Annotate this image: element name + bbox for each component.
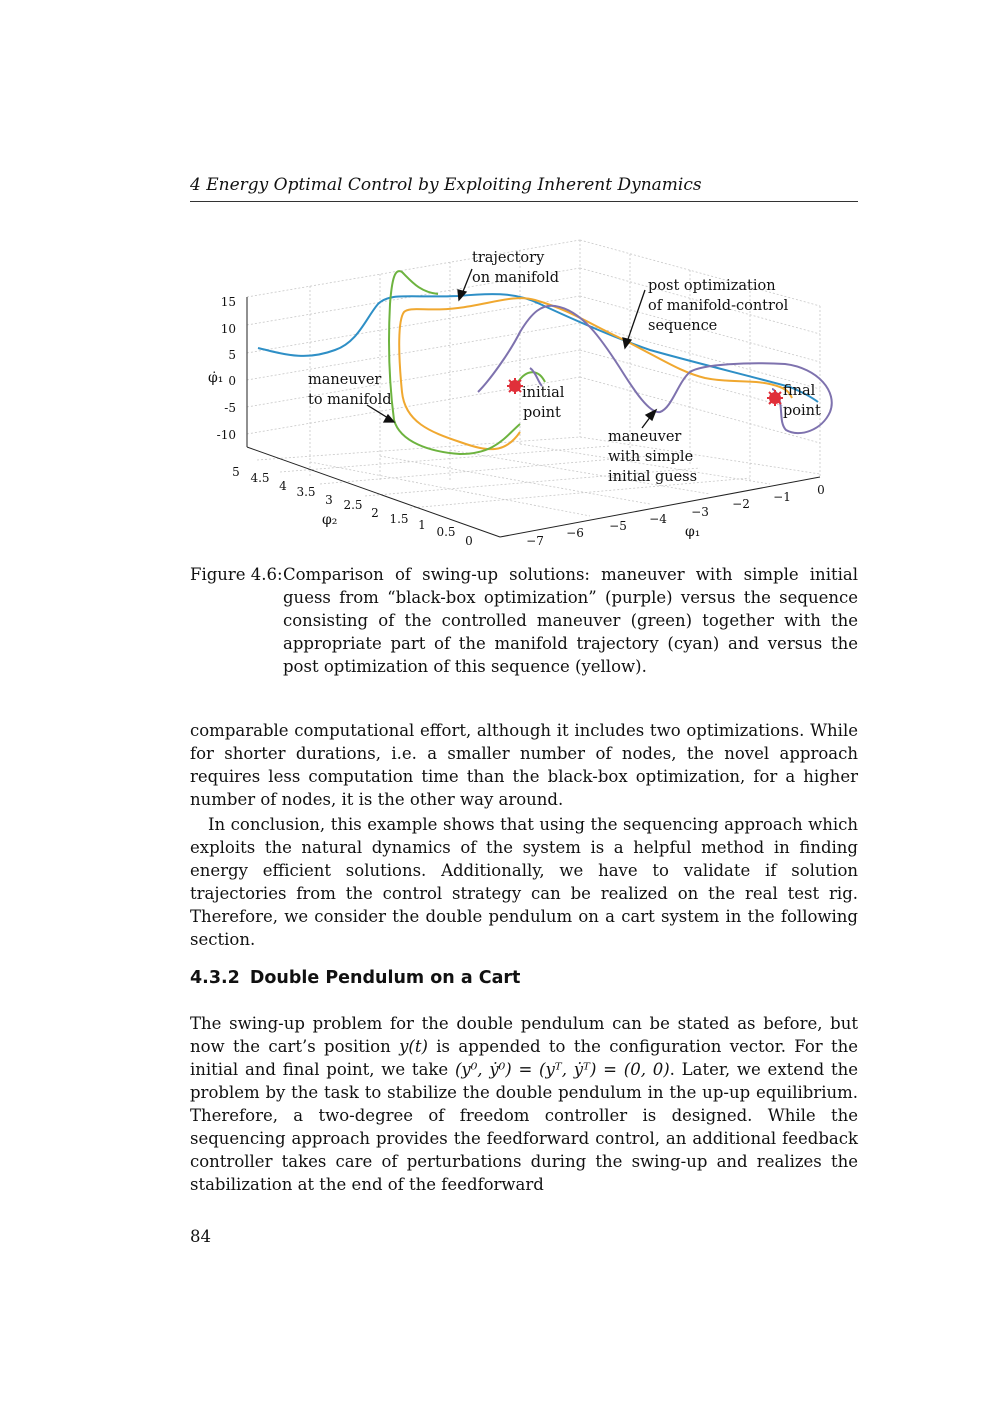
- z-tick: -10: [216, 428, 236, 442]
- x-tick: 0: [465, 534, 473, 548]
- y-tick: −5: [609, 519, 627, 533]
- y-axis-label: φ₁: [685, 524, 701, 540]
- annotation-post-line3: sequence: [648, 318, 718, 334]
- x-tick: 3.5: [296, 485, 316, 499]
- section-heading: [190, 968, 520, 988]
- x-tick: 1: [418, 518, 426, 532]
- header-rule: [190, 201, 858, 202]
- figure-4-6: [190, 232, 860, 552]
- text-run: is appended to the configuration vector. For the initial and final point, we take: [190, 1037, 859, 1079]
- annotation-simple-line3: initial guess: [608, 469, 698, 485]
- figure-plot: [190, 232, 860, 552]
- y-tick: 0: [817, 483, 825, 497]
- x-tick: 2.5: [343, 498, 363, 512]
- annotation-maneuver-manifold-line1: maneuver: [308, 372, 382, 388]
- running-header: 4 Energy Optimal Control by Exploiting Inherent Dynamics: [190, 175, 702, 195]
- curve-post-optimization: [399, 298, 792, 449]
- paragraph: [190, 1012, 858, 1196]
- curve-simple-initial-guess-tail: [530, 368, 542, 386]
- annotation-simple-line2: with simple: [608, 449, 694, 465]
- annotation-final-line2: point: [783, 403, 821, 419]
- figure-caption-label: Figure 4.6:: [190, 565, 283, 584]
- x-tick: 3: [325, 493, 333, 507]
- paragraph: In conclusion, this example shows that using the sequencing approach which exploits the natural dynamics of the system is a helpful method in finding energy efficient solutions. Additionally, we have to validate if solution trajectories from the control strategy can be realized on the real test rig. Therefore, we consider the double pendulum on a cart system in the following section.: [190, 815, 858, 949]
- x-tick: 4.5: [250, 471, 270, 485]
- annotation-initial-line1: initial: [522, 385, 565, 401]
- annotation-final-line1: final: [783, 383, 816, 399]
- annotation-trajectory-line1: trajectory: [472, 250, 545, 266]
- annotation-post-line1: post optimization: [648, 278, 776, 294]
- math-inline: y(t): [399, 1037, 428, 1056]
- z-tick: -5: [224, 401, 236, 415]
- text-run: . Later, we extend the problem by the task to stabilize the double pendulum in the up-up equilibrium. Therefore, a two-degree of freedom controller is designed. While the sequencing approach provides the feedforward control, an additional feedback controller takes care of perturbations during the swing-up and realizes the stabilization at the end of the feedforward: [190, 1060, 858, 1194]
- final-point-marker: [767, 390, 783, 406]
- z-tick: 5: [228, 348, 236, 362]
- initial-point-marker: [507, 378, 523, 394]
- y-tick: −4: [649, 512, 667, 526]
- annotation-initial-line2: point: [523, 405, 561, 421]
- y-tick: −2: [732, 497, 750, 511]
- paragraph: comparable computational effort, although it includes two optimizations. While for shorter durations, i.e. a smaller number of nodes, the novel approach requires less computation time than the black-box optimization, for a higher number of nodes, it is the other way around.: [190, 721, 858, 809]
- x-tick: 5: [232, 465, 240, 479]
- z-tick: 15: [220, 295, 236, 309]
- z-axis-label: φ̇₁: [208, 370, 224, 386]
- x-axis-label: φ₂: [322, 512, 338, 528]
- y-tick: −1: [773, 490, 791, 504]
- curve-controlled-maneuver-tail: [518, 372, 545, 382]
- section-number: 4.3.2: [190, 968, 240, 988]
- z-tick: 0: [228, 374, 236, 388]
- annotation-simple-line1: maneuver: [608, 429, 682, 445]
- x-tick: 4: [279, 479, 287, 493]
- annotation-post-line2: of manifold-control: [648, 298, 789, 314]
- figure-caption: Comparison of swing-up solutions: maneuver with simple initial guess from “black-box optimization” (purple) versus the sequence consisting of the controlled maneuver (green) together with the appropriate part of the manifold trajectory (cyan) and versus the post optimization of this sequence (yellow).: [283, 565, 858, 676]
- math-inline: (y⁰, ẏ⁰) = (yᵀ, ẏᵀ) = (0, 0): [454, 1060, 670, 1079]
- annotation-trajectory-line2: on manifold: [472, 270, 560, 286]
- x-tick: 1.5: [389, 512, 409, 526]
- x-tick: 2: [371, 506, 379, 520]
- z-tick: 10: [220, 322, 236, 336]
- annotation-maneuver-manifold-line2: to manifold: [308, 392, 392, 408]
- section-title: Double Pendulum on a Cart: [249, 968, 521, 988]
- x-tick: 0.5: [436, 525, 456, 539]
- text-run: The swing-up problem for the double pendulum can be stated as before, but now the cart’s position: [190, 1014, 858, 1056]
- y-tick: −6: [566, 526, 584, 540]
- y-tick: −7: [526, 534, 544, 548]
- page-number: 84: [190, 1227, 211, 1246]
- y-tick: −3: [691, 505, 709, 519]
